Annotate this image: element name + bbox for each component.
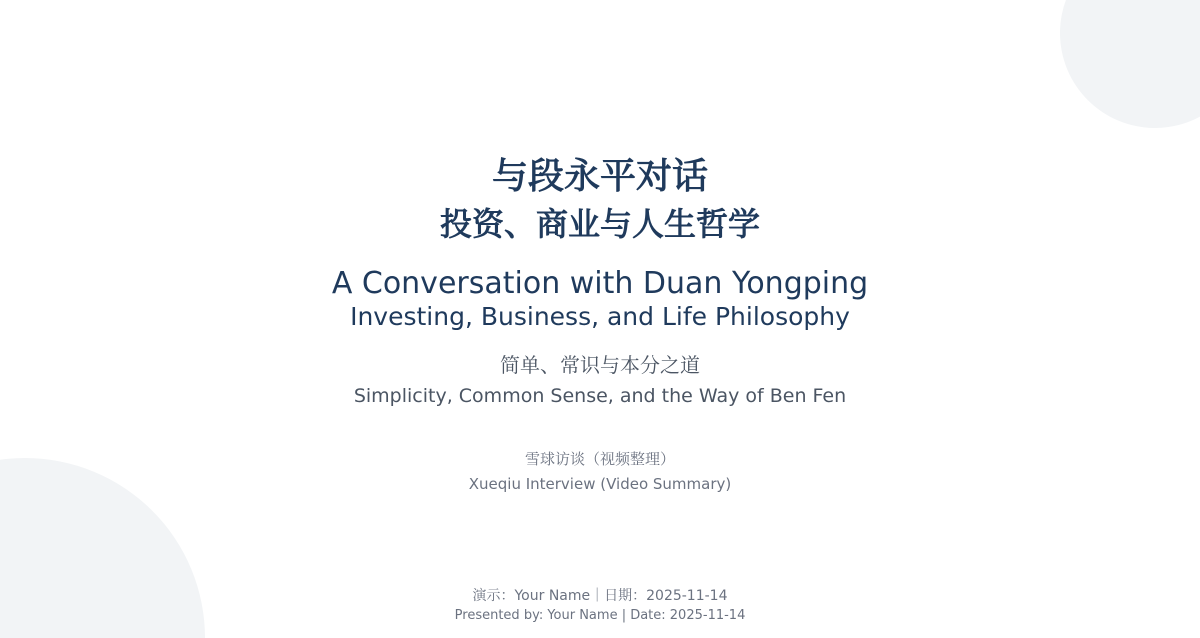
chinese-subtitle: 投资、商业与人生哲学: [439, 205, 760, 243]
chinese-source: 雪球访谈（视频整理）: [524, 450, 675, 468]
english-subtitle: Investing, Business, and Life Philosophy: [350, 302, 850, 331]
english-source: Xueqiu Interview (Video Summary): [468, 475, 732, 493]
english-footer: Presented by: Your Name | Date: 2025-11-14: [454, 608, 746, 623]
english-theme: Simplicity, Common Sense, and the Way of Ben Fen: [353, 385, 847, 407]
english-title: A Conversation with Duan Yongping: [331, 266, 869, 301]
chinese-footer: 演示：Your Name｜日期：2025-11-14: [472, 588, 728, 604]
chinese-title: 与段永平对话: [491, 156, 708, 197]
chinese-theme: 简单、常识与本分之道: [500, 353, 700, 377]
